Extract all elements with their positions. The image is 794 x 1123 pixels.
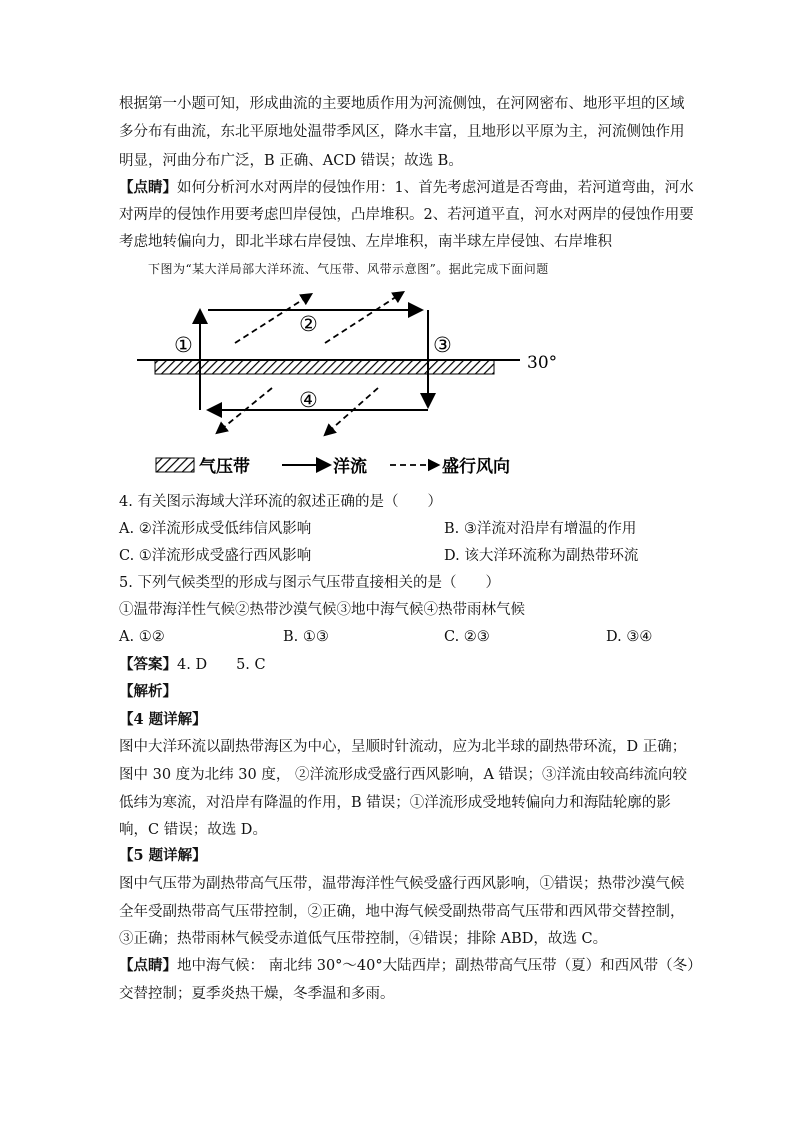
legend-wind-label: 盛行风向 <box>442 457 510 477</box>
paragraph-line: 根据第一小题可知，形成曲流的主要地质作用为河流侧蚀，在河网密布、地形平坦的区域 <box>119 96 685 112</box>
legend-pressure-label: 气压带 <box>199 457 250 477</box>
q4-detail-line: 响，C 错误；故选 D。 <box>119 822 267 838</box>
current-2-label: ② <box>299 312 318 336</box>
q4-detail-line: 图中大洋环流以副热带海区为中心，呈顺时针流动，应为北半球的副热带环流，D 正确； <box>119 739 687 755</box>
tip2-text: 地中海气候： 南北纬 30°～40°大陆西岸；副热带高气压带（夏）和西风带（冬） <box>177 958 702 974</box>
q5-option-d: D. ③④ <box>606 629 653 645</box>
tip-label: 【点睛】 <box>119 179 177 196</box>
q4-detail-line: 图中 30 度为北纬 30 度， ②洋流形成受盛行西风影响，A 错误；③洋流由较高纬流向较 <box>119 767 688 783</box>
legend-current-label: 洋流 <box>333 457 367 477</box>
q5-detail-label: 【5 题详解】 <box>119 847 207 864</box>
current-4-label: ④ <box>299 388 318 412</box>
q5-option-c: C. ②③ <box>444 629 490 645</box>
current-1-label: ① <box>174 333 193 357</box>
question-5-stem: 5. 下列气候类型的形成与图示气压带直接相关的是（ ） <box>119 575 500 591</box>
q4-option-a: A. ②洋流形成受低纬信风影响 <box>119 521 312 537</box>
analysis-label: 【解析】 <box>119 683 177 700</box>
legend-pressure-swatch <box>156 458 194 472</box>
question-5-items: ①温带海洋性气候②热带沙漠气候③地中海气候④热带雨林气候 <box>119 602 525 618</box>
tip2-paragraph-line: 交替控制；夏季炎热干燥，冬季温和多雨。 <box>119 986 395 1002</box>
q5-detail-line: 全年受副热带高气压带控制，②正确，地中海气候受副热带高气压带和西风带交替控制， <box>119 904 685 920</box>
figure-caption: 下图为“某大洋局部大洋环流、气压带、风带示意图”。据此完成下面问题 <box>148 262 549 276</box>
q4-option-b: B. ③洋流对沿岸有增温的作用 <box>444 521 637 537</box>
q5-detail-line: ③正确；热带雨林气候受赤道低气压带控制，④错误；排除 ABD，故选 C。 <box>119 931 608 947</box>
q4-option-d: D. 该大洋环流称为副热带环流 <box>444 548 639 564</box>
current-3-label: ③ <box>433 333 452 357</box>
paragraph-line: 多分布有曲流，东北平原地处温带季风区，降水丰富，且地形以平原为主，河流侧蚀作用 <box>119 124 685 140</box>
answer-line <box>119 655 266 675</box>
latitude-label: 30° <box>527 353 558 373</box>
tip2-paragraph-line <box>119 956 702 976</box>
paragraph-line: 明显，河曲分布广泛，B 正确、ACD 错误；故选 B。 <box>119 153 463 169</box>
tip-text: 如何分析河水对两岸的侵蚀作用：1、首先考虑河道是否弯曲，若河道弯曲，河水 <box>177 180 694 196</box>
q5-option-b: B. ①③ <box>283 629 329 645</box>
pressure-belt <box>155 360 494 374</box>
tip2-label: 【点睛】 <box>119 957 177 974</box>
q5-detail-line: 图中气压带为副热带高气压带，温带海洋性气候受盛行西风影响，①错误；热带沙漠气候 <box>119 876 685 892</box>
answer-text: 4. D 5. C <box>177 657 266 673</box>
q4-detail-label: 【4 题详解】 <box>119 711 207 728</box>
tip-paragraph-line: 考虑地转偏向力，即北半球右岸侵蚀、左岸堆积，南半球左岸侵蚀、右岸堆积 <box>119 234 612 250</box>
tip-paragraph-line: 对两岸的侵蚀作用要考虑凹岸侵蚀，凸岸堆积。2、若河道平直，河水对两岸的侵蚀作用要 <box>119 207 694 223</box>
q5-option-a: A. ①② <box>119 629 165 645</box>
wind-arrow <box>325 293 402 343</box>
question-4-stem: 4. 有关图示海域大洋环流的叙述正确的是（ ） <box>119 494 442 510</box>
q4-detail-line: 低纬为寒流，对沿岸有降温的作用，B 错误；①洋流形成受地转偏向力和海陆轮廓的影 <box>119 795 671 811</box>
answer-label: 【答案】 <box>119 656 177 673</box>
q4-option-c: C. ①洋流形成受盛行西风影响 <box>119 548 312 564</box>
